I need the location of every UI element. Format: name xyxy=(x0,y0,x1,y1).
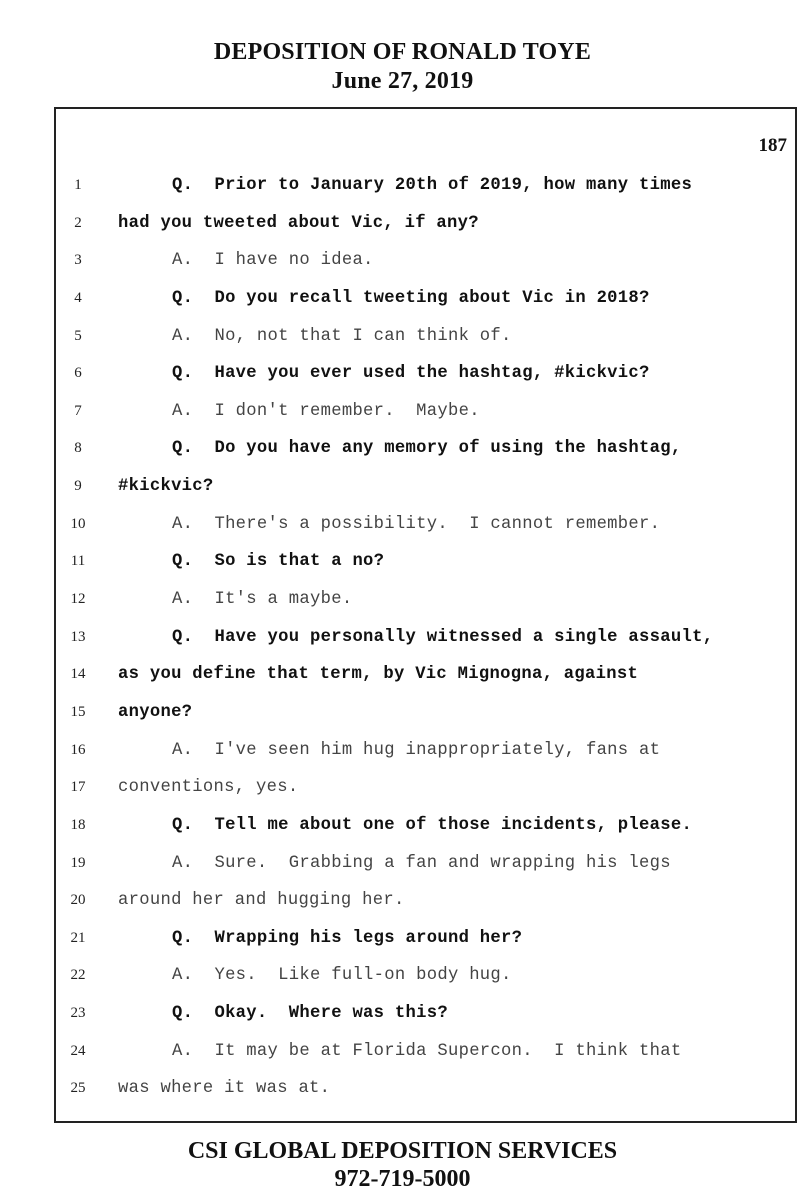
transcript-line xyxy=(56,769,795,807)
answer-text: A. I've seen him hug inappropriately, fans at xyxy=(172,740,661,760)
answer-text: A. I don't remember. Maybe. xyxy=(172,401,480,421)
line-number: 14 xyxy=(70,666,86,683)
answer-text: was where it was at. xyxy=(118,1079,331,1099)
question-text: Q. Have you personally witnessed a single assault, xyxy=(172,627,714,647)
line-number: 19 xyxy=(70,854,86,871)
transcript-line xyxy=(56,430,795,468)
line-number: 25 xyxy=(70,1080,86,1097)
question-text: Q. Do you have any memory of using the hashtag, xyxy=(172,439,682,459)
page-footer xyxy=(0,1137,805,1193)
question-text: Q. Do you recall tweeting about Vic in 2018? xyxy=(172,288,650,308)
transcript-lines xyxy=(56,167,795,1108)
question-text: #kickvic? xyxy=(118,477,214,497)
line-number: 11 xyxy=(70,553,86,570)
line-number: 6 xyxy=(74,365,82,382)
line-number: 5 xyxy=(74,327,82,344)
line-number: 8 xyxy=(74,440,82,457)
transcript-line xyxy=(56,656,795,694)
answer-text: A. Yes. Like full-on body hug. xyxy=(172,966,512,986)
transcript-line xyxy=(56,355,795,393)
transcript-line xyxy=(56,581,795,619)
transcript-line xyxy=(56,995,795,1033)
line-number: 2 xyxy=(74,214,82,231)
line-number: 23 xyxy=(70,1005,86,1022)
transcript-line xyxy=(56,280,795,318)
transcript-line xyxy=(56,845,795,883)
footer-phone: 972-719-5000 xyxy=(334,1166,471,1192)
line-number: 18 xyxy=(70,816,86,833)
transcript-line xyxy=(56,1033,795,1071)
deposition-header xyxy=(0,38,805,96)
transcript-line xyxy=(56,468,795,506)
transcript-page xyxy=(54,107,797,1123)
transcript-line xyxy=(56,732,795,770)
answer-text: A. Sure. Grabbing a fan and wrapping his legs xyxy=(172,853,671,873)
question-text: Q. Tell me about one of those incidents, please. xyxy=(172,815,693,835)
answer-text: A. It's a maybe. xyxy=(172,590,353,610)
line-number: 1 xyxy=(74,177,82,193)
page-number: 187 xyxy=(758,135,787,156)
question-text: anyone? xyxy=(118,702,193,722)
question-text: had you tweeted about Vic, if any? xyxy=(118,213,479,233)
line-number: 15 xyxy=(70,703,86,720)
transcript-line xyxy=(56,393,795,431)
line-number: 17 xyxy=(70,779,86,796)
answer-text: A. No, not that I can think of. xyxy=(172,326,512,346)
line-number: 21 xyxy=(70,929,86,946)
question-text: Q. Wrapping his legs around her? xyxy=(172,928,523,948)
answer-text: conventions, yes. xyxy=(118,778,299,798)
question-text: Q. Okay. Where was this? xyxy=(172,1004,448,1024)
transcript-line xyxy=(56,807,795,845)
transcript-line xyxy=(56,619,795,657)
answer-text: around her and hugging her. xyxy=(118,891,405,911)
transcript-line xyxy=(56,543,795,581)
deposition-date: June 27, 2019 xyxy=(331,68,474,94)
transcript-line xyxy=(56,920,795,958)
question-text: Q. Have you ever used the hashtag, #kickvic? xyxy=(172,364,650,384)
line-number: 16 xyxy=(70,741,86,758)
line-number: 9 xyxy=(74,478,82,495)
line-number: 12 xyxy=(70,591,86,608)
answer-text: A. There's a possibility. I cannot remember. xyxy=(172,514,661,534)
line-number: 22 xyxy=(70,967,86,984)
answer-text: A. It may be at Florida Supercon. I think that xyxy=(172,1041,682,1061)
line-number: 4 xyxy=(74,289,82,306)
line-number: 7 xyxy=(74,402,82,419)
transcript-line xyxy=(56,506,795,544)
answer-text: A. I have no idea. xyxy=(172,251,374,271)
transcript-line xyxy=(56,1070,795,1108)
deposition-title: DEPOSITION OF RONALD TOYE xyxy=(213,39,592,65)
question-text: Q. Prior to January 20th of 2019, how many times xyxy=(172,176,693,195)
footer-company: CSI GLOBAL DEPOSITION SERVICES xyxy=(187,1138,618,1164)
line-number: 3 xyxy=(74,252,82,269)
transcript-line xyxy=(56,318,795,356)
transcript-line xyxy=(56,882,795,920)
transcript-line xyxy=(56,205,795,243)
line-number: 13 xyxy=(70,628,86,645)
line-number: 10 xyxy=(70,515,86,532)
question-text: as you define that term, by Vic Mignogna, against xyxy=(118,665,639,685)
line-number: 24 xyxy=(70,1042,86,1059)
transcript-line xyxy=(56,242,795,280)
question-text: Q. So is that a no? xyxy=(172,552,385,572)
transcript-line xyxy=(56,957,795,995)
line-number: 20 xyxy=(70,892,86,909)
transcript-line xyxy=(56,167,795,205)
transcript-line xyxy=(56,694,795,732)
